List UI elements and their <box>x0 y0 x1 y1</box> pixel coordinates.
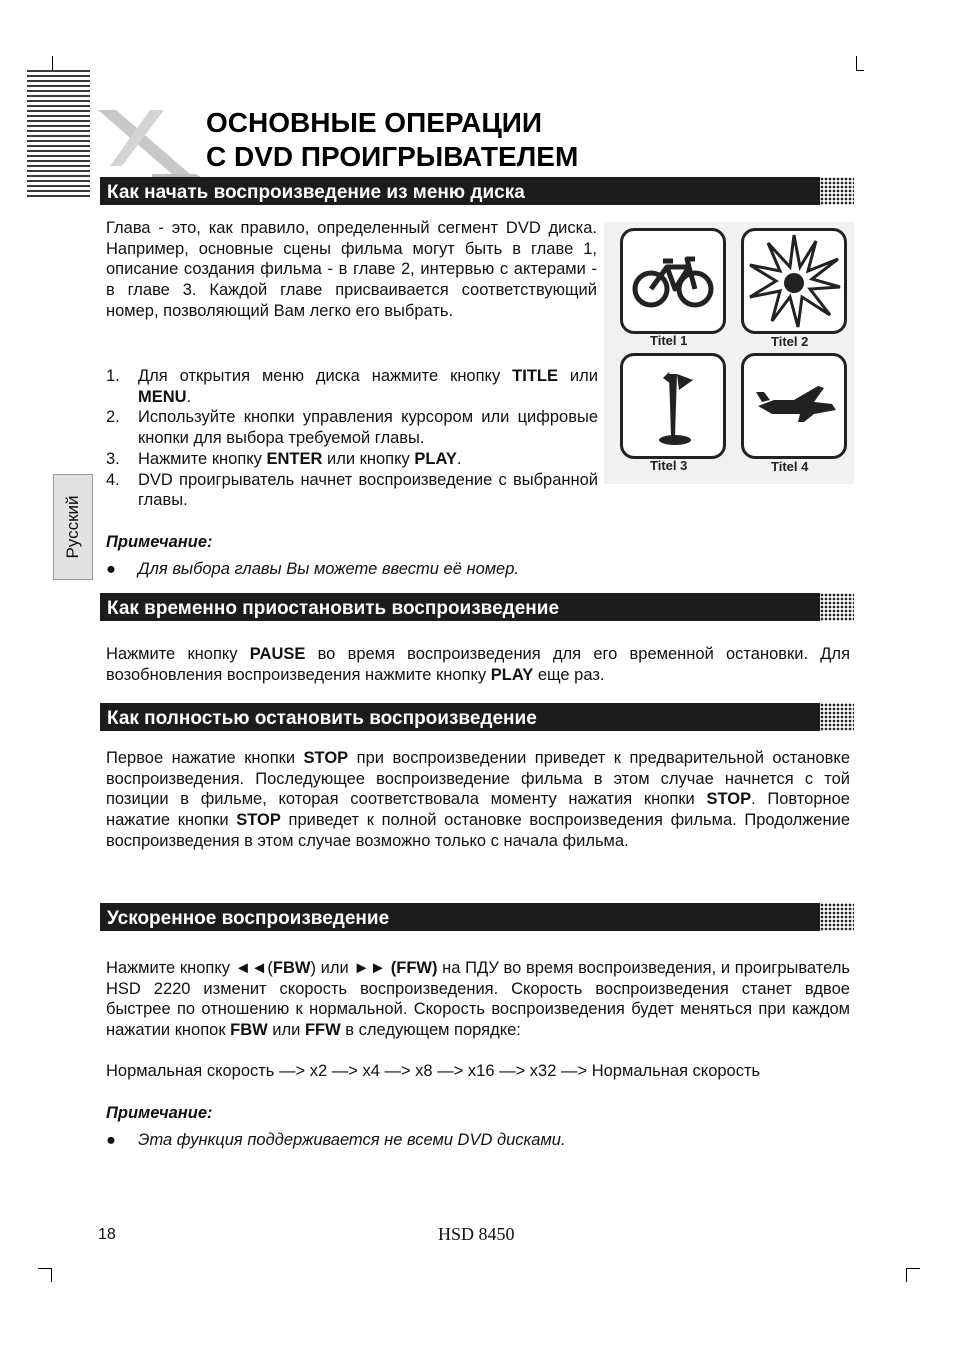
note-text: Эта функция поддерживается не всеми DVD дисками. <box>138 1131 566 1149</box>
key-menu: MENU <box>138 387 187 406</box>
page-title-line1: ОСНОВНЫЕ ОПЕРАЦИИ <box>206 107 543 138</box>
text-run: в следующем порядке: <box>340 1021 521 1040</box>
key-play: PLAY <box>414 449 457 468</box>
section-header-pause <box>100 593 854 621</box>
page-number: 18 <box>98 1226 116 1243</box>
crop-mark-top-right-h <box>856 70 864 71</box>
key-play: PLAY <box>490 665 534 684</box>
dot-pattern <box>820 593 854 621</box>
list-item-text: Для открытия меню диска нажмите кнопку <box>138 367 513 385</box>
fast-play-paragraph <box>106 958 850 1041</box>
chapter-label: Titel 1 <box>650 333 688 348</box>
text-run: во время воспроизведения для его временной остановки. Для возобновления воспроизведения нажмите кнопку <box>106 645 850 684</box>
crop-mark-top-left-v <box>52 56 53 71</box>
text-run: при воспроизведении приведет к предварительной остановке воспроизведения. Последующее воспроизведение фильма в этом случае начнется с той позиции в фильме, которая соответствовала моменту нажатия кнопки <box>106 749 850 809</box>
brand-x-logo <box>92 104 204 180</box>
note-item <box>106 560 638 579</box>
golf-flag-icon <box>623 356 723 456</box>
key-title: TITLE <box>512 367 558 385</box>
list-item-number: 1. <box>106 367 120 385</box>
text-run: еще раз. <box>533 665 605 684</box>
list-item-number: 3. <box>106 449 120 468</box>
text-run: Первое нажатие кнопки <box>106 749 304 767</box>
list-item-text: или кнопку <box>322 449 415 468</box>
language-tab <box>53 474 93 580</box>
text-run: Нажмите кнопку <box>106 959 235 977</box>
dot-pattern <box>820 903 854 931</box>
key-stop: STOP <box>236 811 281 830</box>
list-item-text: . <box>186 387 192 406</box>
page-title <box>206 106 578 174</box>
chapter-tile-3 <box>620 353 726 459</box>
airplane-icon <box>744 356 844 456</box>
bullet-icon: ● <box>106 1131 116 1149</box>
chapter-tile-4 <box>741 353 847 459</box>
crop-mark-bottom-left <box>38 1268 52 1269</box>
list-item <box>106 449 598 470</box>
chapter-label: Titel 3 <box>650 458 688 473</box>
key-stop: STOP <box>303 749 349 767</box>
list-item-number: 4. <box>106 470 120 489</box>
section-heading: Как начать воспроизведение из меню диска <box>107 182 525 203</box>
model-name: HSD 8450 <box>438 1224 515 1244</box>
chapter-menu-illustration <box>604 222 854 484</box>
text-run: на ПДУ во время воспроизведения, и проигрыватель HSD 2220 изменит скорость воспроизведения. Скорость воспроизведения станет вдвое быстрее по отношению к нормальной. Скорость воспроизведения будет меняться при каждом нажатии кнопок <box>106 959 850 1040</box>
text-run: . Повторное нажатие кнопки <box>106 790 850 830</box>
text-run: приведет к полной остановке воспроизведения фильма. Продолжение воспроизведения в этом случае возможно только с начала фильма. <box>106 811 850 850</box>
text-run: или <box>267 1021 305 1040</box>
note-heading: Примечание: <box>106 1104 213 1122</box>
dot-pattern <box>820 177 854 205</box>
section-header-stop <box>100 703 854 731</box>
crop-mark-bottom-right-v <box>906 1268 907 1282</box>
bullet-icon: ● <box>106 560 116 578</box>
section-heading: Как временно приостановить воспроизведение <box>107 598 560 619</box>
section-header-disc-menu <box>100 177 854 205</box>
list-item-text: Используйте кнопки управления курсором или цифровые кнопки для выбора требуемой главы. <box>138 408 598 448</box>
key-fbw: FBW <box>230 1021 268 1040</box>
bicycle-icon <box>623 231 723 331</box>
crop-mark-bottom-right <box>906 1268 920 1269</box>
note-text: Для выбора главы Вы можете ввести её номер. <box>138 560 519 578</box>
text-run: ) или <box>310 959 354 977</box>
stop-paragraph <box>106 748 850 852</box>
section-header-fast-play <box>100 903 854 931</box>
chapter-label: Titel 2 <box>771 334 809 349</box>
page-title-line2: С DVD ПРОИГРЫВАТЕЛЕМ <box>206 141 579 172</box>
list-item <box>106 407 598 448</box>
speed-sequence: Нормальная скорость —> x2 —> x4 —> x8 —> x16 —> x32 —> Нормальная скорость <box>106 1062 761 1080</box>
text-run: Нажмите кнопку <box>106 645 250 663</box>
text-run: ( <box>267 959 273 977</box>
chapter-tile-1 <box>620 228 726 334</box>
starburst-icon <box>744 231 844 331</box>
section-heading: Как полностью остановить воспроизведение <box>107 708 537 729</box>
note-item <box>106 1131 738 1150</box>
pause-paragraph <box>106 644 850 685</box>
chapter-label: Titel 4 <box>771 459 809 474</box>
language-tab-label: Русский <box>63 495 82 559</box>
note-heading: Примечание: <box>106 533 213 551</box>
crop-mark-top-right <box>856 56 857 71</box>
section-heading: Ускоренное воспроизведение <box>107 908 390 929</box>
list-item-number: 2. <box>106 408 120 427</box>
chapter-tile-2 <box>741 228 847 334</box>
chapter-intro-paragraph: Глава - это, как правило, определенный сегмент DVD диска. Например, основные сцены фильма могут быть в главе 1, описание создания фильма - в главе 2, интервью с актерами - в главе 3. Каждой главе присваивается соответствующий номер, позволяющий Вам легко его выбрать. <box>106 219 597 320</box>
key-fbw: FBW <box>272 959 311 977</box>
key-ffw: FFW <box>304 1021 341 1040</box>
key-ffw: ►► (FFW) <box>353 959 438 977</box>
list-item-text: или <box>557 367 598 385</box>
list-item-text: . <box>456 449 462 468</box>
list-item <box>106 470 598 511</box>
steps-list <box>106 366 598 511</box>
key-rewind-symbol: ◄◄ <box>234 959 268 977</box>
key-pause: PAUSE <box>249 645 306 663</box>
decorative-stripes <box>27 70 90 198</box>
list-item <box>106 366 598 407</box>
dot-pattern <box>820 703 854 731</box>
list-item-text: DVD проигрыватель начнет воспроизведение с выбранной главы. <box>138 470 598 510</box>
key-stop: STOP <box>706 790 752 809</box>
key-enter: ENTER <box>266 449 323 468</box>
list-item-text: Нажмите кнопку <box>138 449 267 468</box>
crop-mark-bottom-left-v <box>51 1268 52 1282</box>
